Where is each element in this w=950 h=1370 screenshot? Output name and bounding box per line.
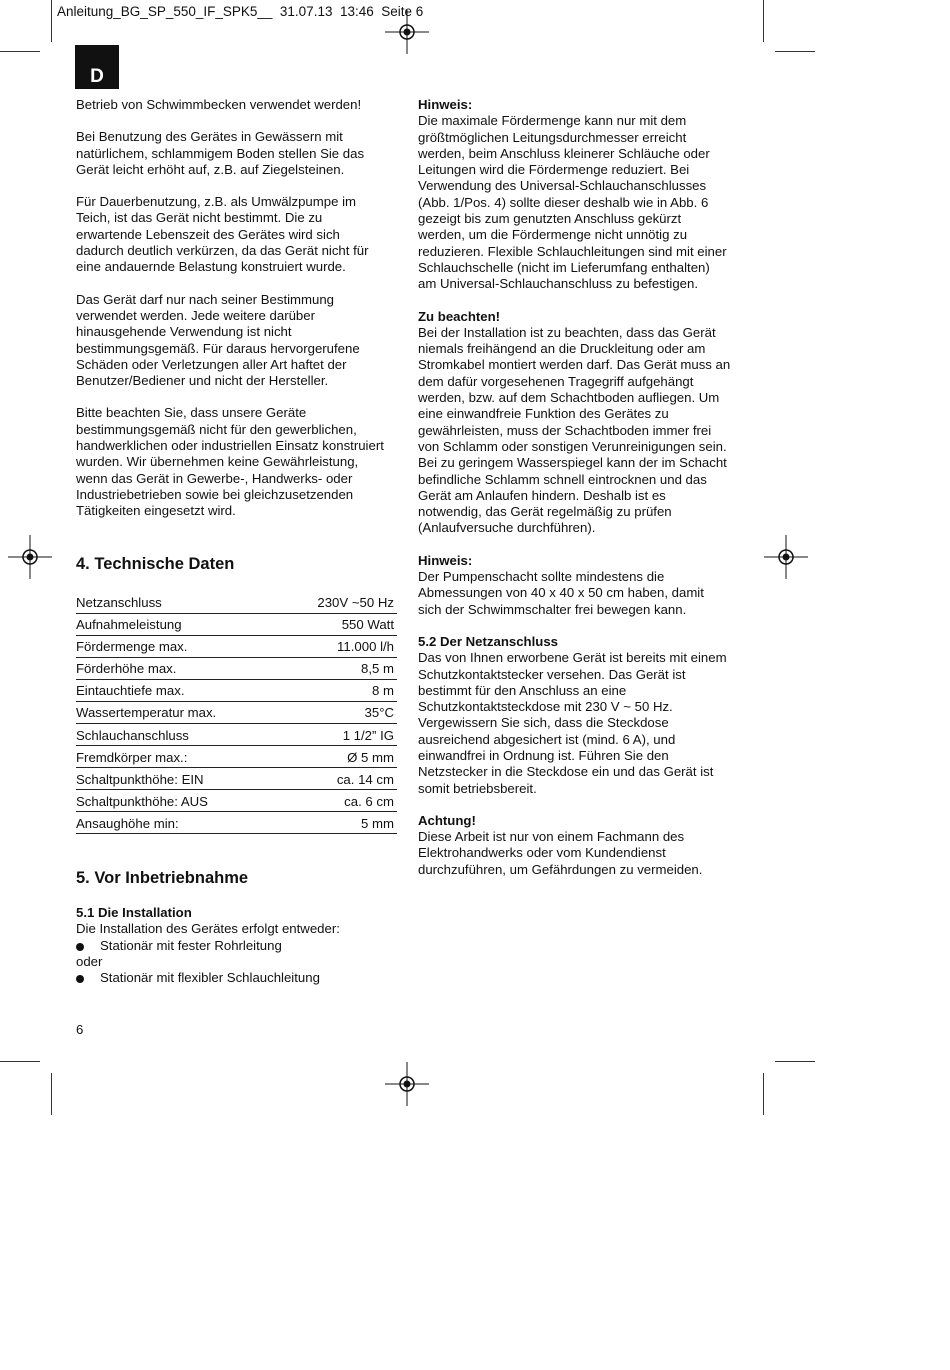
spec-value: 8 m — [372, 683, 394, 699]
subheading: 5.2 Der Netzanschluss — [418, 633, 558, 649]
crop-mark — [763, 0, 764, 42]
list-item-text: Stationär mit flexibler Schlauchleitung — [100, 970, 320, 986]
table-row — [76, 703, 397, 724]
spec-label: Förderhöhe max. — [76, 661, 177, 677]
or-text: oder — [76, 953, 103, 969]
note-text: Das von Ihnen erworbene Gerät ist bereits mit einem Schutzkontaktstecker versehen. Das Gerät ist bestimmt für den Anschluss an eine Schutzkontaktsteckdose mit 230 V ~ 50 Hz. Vergewissern Sie sich, dass die Steckdose ausreichend abgesichert ist (mind. 6 A), und einwandfrei in Ordnung ist. Führen Sie den Netzstecker in die Steckdose ein und das Gerät ist somit betriebsbereit. — [418, 650, 727, 796]
page-number: 6 — [76, 1022, 84, 1037]
registration-mark-icon — [764, 535, 808, 579]
table-row — [76, 681, 397, 702]
note-text: Bei der Installation ist zu beachten, dass das Gerät niemals freihängend an die Druckleitung oder am Stromkabel montiert werden darf. Das Gerät muss an dem dafür vorgesehenen Tragegriff aufgehängt werden, bzw. auf dem Schachtboden aufliegen. Um eine einwandfreie Funktion des Gerätes zu gewährleisten, muss der Schachtboden immer frei von Schlamm oder sonstigen Verunreinigungen sein. Bei zu geringem Wasserspiegel kann der im Schacht befindliche Schlamm schnell eintrocknen und das Gerät am Anlaufen hindern. Deshalb ist es notwendig, das Gerät regelmäßig zu prüfen (Anlaufversuche durchführen). — [418, 324, 731, 536]
registration-mark-icon — [8, 535, 52, 579]
table-row — [76, 593, 397, 614]
spec-value: 550 Watt — [341, 617, 394, 633]
spec-value: ca. 14 cm — [336, 771, 394, 787]
spec-value: 11.000 l/h — [337, 639, 394, 655]
paragraph: Für Dauerbenutzung, z.B. als Umwälzpumpe im Teich, ist das Gerät nicht bestimmt. Die zu erwartende Lebenszeit des Gerätes wird sich dadurch deutlich verkürzen, da das Gerät nicht für eine andauernde Belastung konstruiert wurde. — [76, 194, 369, 275]
crop-mark — [775, 1061, 815, 1062]
language-tab: D — [75, 45, 119, 89]
note-text: Die maximale Fördermenge kann nur mit dem größtmöglichen Leitungsdurchmesser erreicht werden, beim Anschluss kleinerer Schläuche oder Leitungen wird die Fördermenge reduziert. Bei Verwendung des Universal-Schlauchanschlusses (Abb. 1/Pos. 4) sollte dieser deshalb wie in Abb. 6 gezeigt bis zum genutzten Anschluss gekürzt werden, um die Fördermenge nicht unnötig zu reduzieren. Flexible Schlauchleitungen sind mit einer Schlauchschelle (nicht im Lieferumfang enthalten) am Universal-Schlauchanschluss zu befestigen. — [418, 113, 727, 292]
table-row — [76, 726, 397, 747]
crop-mark — [51, 1073, 52, 1115]
note-text: Diese Arbeit ist nur von einem Fachmann des Elektrohandwerks oder vom Kundendienst durchzuführen, um Gefährdungen zu vermeiden. — [418, 829, 703, 877]
right-column — [418, 97, 748, 894]
section-heading-before-operation: 5. Vor Inbetriebnahme — [76, 869, 249, 887]
spec-table — [76, 593, 397, 834]
bullet-icon — [76, 975, 84, 983]
list-item — [76, 938, 401, 954]
list-item — [76, 970, 401, 986]
spec-label: Schaltpunkthöhe: EIN — [76, 771, 204, 787]
spec-value: Ø 5 mm — [347, 749, 394, 765]
crop-mark — [0, 1061, 40, 1062]
spec-label: Netzanschluss — [76, 595, 162, 610]
left-column — [76, 97, 401, 536]
note-block — [418, 553, 748, 618]
bullet-icon — [76, 943, 84, 951]
spec-label: Ansaughöhe min: — [76, 815, 179, 831]
subheading: 5.1 Die Installation — [76, 905, 192, 920]
crop-mark — [51, 0, 52, 42]
crop-mark — [763, 1073, 764, 1115]
spec-value: 35°C — [364, 705, 394, 721]
table-row — [76, 659, 397, 680]
spec-label: Wassertemperatur max. — [76, 705, 217, 721]
section-heading-technical-data: 4. Technische Daten — [76, 555, 235, 573]
paragraph: Bei Benutzung des Gerätes in Gewässern mit natürlichem, schlammigem Boden stellen Sie das Gerät leicht erhöht auf, z.B. auf Ziegelsteinen. — [76, 129, 365, 177]
crop-mark — [0, 51, 40, 52]
table-row — [76, 814, 397, 835]
crop-mark — [775, 51, 815, 52]
subheading: Hinweis: — [418, 552, 473, 568]
spec-label: Aufnahmeleistung — [76, 617, 182, 633]
spec-label: Fremdkörper max.: — [76, 749, 188, 765]
note-block — [418, 309, 748, 537]
spec-label: Schaltpunkthöhe: AUS — [76, 793, 208, 809]
spec-value: 1 1/2” IG — [342, 727, 394, 743]
note-block — [418, 634, 748, 797]
spec-value: 8,5 m — [361, 661, 394, 677]
installation-block — [76, 905, 401, 986]
print-slug: Anleitung_BG_SP_550_IF_SPK5__ 31.07.13 13:46 Seite 6 — [57, 4, 424, 19]
subheading: Zu beachten! — [418, 308, 501, 324]
note-block — [418, 97, 748, 293]
spec-label: Eintauchtiefe max. — [76, 683, 185, 699]
spec-value: 230V ~50 Hz — [317, 595, 394, 610]
list-item-text: Stationär mit fester Rohrleitung — [100, 937, 282, 953]
spec-value: 5 mm — [361, 815, 394, 831]
table-row — [76, 792, 397, 813]
spec-value: ca. 6 cm — [344, 793, 394, 809]
registration-mark-icon — [385, 1062, 429, 1106]
installation-intro: Die Installation des Gerätes erfolgt entweder: — [76, 921, 340, 937]
spec-label: Fördermenge max. — [76, 639, 188, 655]
spec-label: Schlauchanschluss — [76, 727, 189, 743]
table-row — [76, 770, 397, 791]
note-text: Der Pumpenschacht sollte mindestens die Abmessungen von 40 x 40 x 50 cm haben, damit sich der Schwimmschalter frei bewegen kann. — [418, 569, 704, 617]
table-row — [76, 615, 397, 636]
paragraph: Das Gerät darf nur nach seiner Bestimmung verwendet werden. Jede weitere darüber hinausgehende Verwendung ist nicht bestimmungsgemäß. Für daraus hervorgerufene Schäden oder Verletzungen aller Art haftet der Benutzer/Bediener und nicht der Hersteller. — [76, 291, 360, 389]
paragraph: Bitte beachten Sie, dass unsere Geräte bestimmungsgemäß nicht für den gewerblichen, handwerklichen oder industriellen Einsatz konstruiert wurden. Wir übernehmen keine Gewährleistung, wenn das Gerät in Gewerbe-, Handwerks- oder Industriebetrieben sowie bei gleichzusetzenden Tätigkeiten eingesetzt wird. — [76, 405, 384, 519]
paragraph: Betrieb von Schwimmbecken verwendet werden! — [76, 97, 362, 112]
subheading: Hinweis: — [418, 97, 473, 112]
registration-mark-icon — [385, 10, 429, 54]
subheading: Achtung! — [418, 812, 476, 828]
table-row — [76, 748, 397, 769]
note-block — [418, 813, 748, 878]
table-row — [76, 637, 397, 658]
